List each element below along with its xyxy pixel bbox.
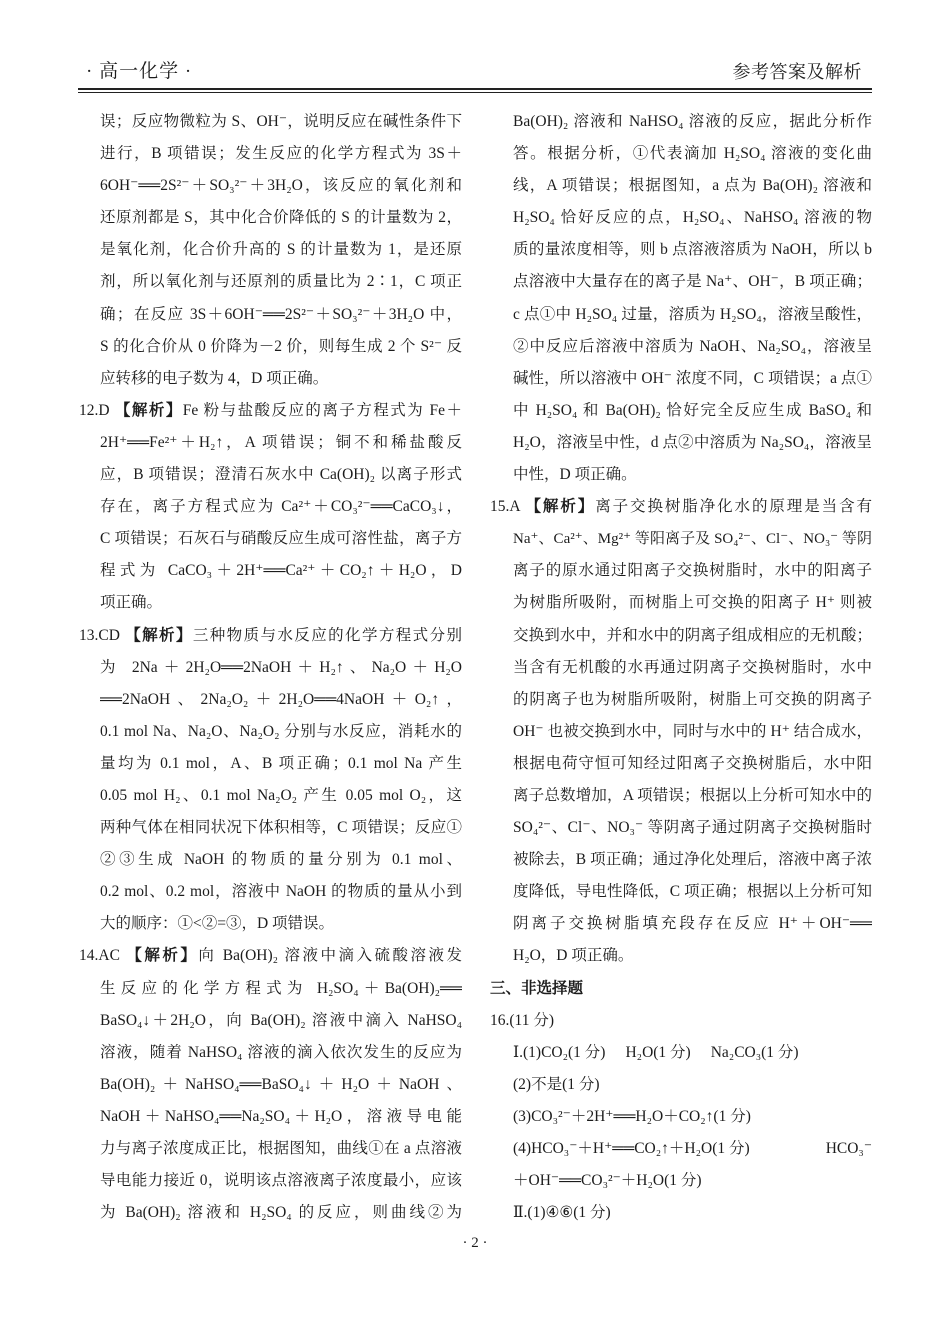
header-title: 参考答案及解析 — [732, 62, 862, 82]
analysis-tag: 【解析】 — [126, 947, 199, 965]
text-line: 是氧化剂，化合价升高的 S 的计量数为 1，是还原 — [100, 241, 462, 259]
text-line: 大的顺序：①<②=③，D 项错误。 — [100, 915, 335, 933]
text-line: 被除去，B 项正确；通过净化处理后，溶液中离子浓 — [513, 851, 872, 869]
text-line: 项正确。 — [100, 594, 163, 612]
header-rule-thin — [78, 92, 872, 93]
text-line: Ba(OH)₂＋NaHSO₄══BaSO₄↓＋H₂O＋NaOH、 — [100, 1075, 462, 1093]
text-line: Ba(OH)₂ 溶液和 NaHSO₄ 溶液的反应，据此分析作 — [513, 113, 872, 130]
text-line: 确；在反应 3S＋6OH⁻══2S²⁻＋SO₃²⁻＋3H₂O 中， — [100, 305, 462, 323]
text-line: 力与离子浓度成正比，根据图知，曲线①在 a 点溶液 — [100, 1140, 462, 1157]
text-line: S 的化合价从 0 价降为－2 价，则每生成 2 个 S²⁻ 反 — [100, 337, 462, 355]
answer-16 — [490, 1005, 872, 1230]
text-line: 度降低，导电性降低，C 项正确；根据以上分析可知 — [513, 883, 872, 901]
text-line: SO₄²⁻、Cl⁻、NO₃⁻ 等阴离子通过阴离子交换树脂时 — [513, 819, 872, 837]
text-line: 离子的原水通过阳离子交换树脂时，水中的阳离子 — [513, 562, 872, 580]
text-line: 碱性，所以溶液中 OH⁻ 浓度不同，C 项错误；a 点① — [513, 369, 872, 387]
text-line: ②中反应后溶液中溶质为 NaOH、Na₂SO₄，溶液呈 — [513, 337, 872, 355]
text-line: Na⁺、Ca²⁺、Mg²⁺ 等阳离子及 SO₄²⁻、Cl⁻、NO₃⁻ 等阴 — [513, 531, 872, 548]
text-line — [490, 491, 872, 523]
left-column — [79, 106, 462, 1229]
question-number: 12.D — [79, 401, 110, 419]
answer-part: H₂O(1 分) — [625, 1043, 691, 1061]
answer-12 — [79, 395, 462, 620]
text-line: 中 H₂SO₄ 和 Ba(OH)₂ 恰好完全反应生成 BaSO₄ 和 — [513, 401, 872, 419]
text-line: 质的量浓度相等，则 b 点溶液溶质为 NaOH，所以 b — [513, 241, 872, 259]
answer-13 — [79, 620, 462, 941]
answer-14 — [79, 940, 462, 1229]
text-run: Fe 粉与盐酸反应的离子方程式为 Fe＋ — [182, 401, 462, 419]
text-line: 0.05 mol H₂、0.1 mol Na₂O₂ 产生 0.05 mol O₂，这 — [100, 786, 462, 804]
answer-14-continuation — [513, 106, 872, 491]
text-line: 0.1 mol Na、Na₂O、Na₂O₂ 分别与水反应，消耗水的 — [100, 722, 462, 740]
header-subject: · 高一化学 · — [86, 61, 193, 82]
text-line: NaOH＋NaHSO₄══Na₂SO₄＋H₂O，溶液导电能 — [100, 1107, 462, 1125]
question-number: 15.A — [490, 498, 520, 516]
analysis-tag: 【解析】 — [525, 498, 596, 516]
text-line: H₂SO₄ 恰好反应的点，H₂SO₄、NaHSO₄ 溶液的物 — [513, 209, 872, 227]
question-number: 13.CD — [79, 626, 120, 644]
text-line: 存在，离子方程式应为 Ca²⁺＋CO₃²⁻══CaCO₃↓， — [100, 498, 462, 516]
text-line: H₂O，溶液呈中性，d 点②中溶质为 Na₂SO₄，溶液呈 — [513, 433, 872, 451]
question-number: 14.AC — [79, 947, 120, 965]
text-line: 6OH⁻══2S²⁻＋SO₃²⁻＋3H₂O，该反应的氧化剂和 — [100, 177, 462, 195]
answer-part: Ⅰ.(1)CO₂(1 分) — [513, 1043, 606, 1061]
text-line: 量均为 0.1 mol，A、B 项正确；0.1 mol Na 产生 — [100, 754, 462, 772]
text-line: 为 2Na＋2H₂O══2NaOH＋H₂↑、Na₂O＋H₂O — [100, 658, 462, 676]
question-number: 16.(11 分) — [490, 1011, 554, 1029]
answer-line — [513, 1037, 872, 1069]
text-line: 应，B 项错误；澄清石灰水中 Ca(OH)₂ 以离子形式 — [100, 466, 462, 484]
header-rule-thick — [78, 88, 872, 90]
text-line: 两种气体在相同状况下体积相等，C 项错误；反应① — [100, 819, 462, 837]
text-line: H₂O，D 项正确。 — [513, 947, 634, 965]
text-line: 当含有无机酸的水再通过阴离子交换树脂时，水中 — [513, 658, 872, 676]
answer-11-continuation — [100, 106, 462, 395]
answer-line: Ⅱ.(1)④⑥(1 分) — [513, 1204, 611, 1222]
text-line: 根据电荷守恒可知经过阳离子交换树脂后，水中阳 — [513, 754, 872, 772]
text-run: 离子交换树脂净化水的原理是当含有 — [595, 498, 872, 516]
answer-line: (2)不是(1 分) — [513, 1075, 600, 1093]
text-line: 应转移的电子数为 4，D 项正确。 — [100, 369, 329, 387]
text-line: 点溶液中大量存在的离子是 Na⁺、OH⁻，B 项正确； — [513, 273, 872, 291]
analysis-tag: 【解析】 — [114, 401, 183, 419]
text-line: 剂，所以氧化剂与还原剂的质量比为 2∶1，C 项正 — [100, 273, 462, 291]
text-line: 离子总数增加，A 项错误；根据以上分析可知水中的 — [513, 786, 872, 804]
right-column — [490, 106, 872, 1229]
text-line — [79, 940, 462, 972]
text-line: 还原剂都是 S，其中化合价降低的 S 的计量数为 2， — [100, 209, 462, 227]
text-line: c 点①中 H₂SO₄ 过量，溶质为 H₂SO₄，溶液呈酸性， — [513, 305, 872, 323]
section-title: 三、非选择题 — [490, 979, 584, 997]
answer-15 — [490, 491, 872, 972]
text-line: 中性，D 项正确。 — [513, 466, 637, 484]
text-line: 线，A 项错误；根据图知，a 点为 Ba(OH)₂ 溶液和 — [513, 177, 872, 195]
page-number: · 2 · — [462, 1235, 488, 1251]
text-line: 程式为 CaCO₃＋2H⁺══Ca²⁺＋CO₂↑＋H₂O，D — [100, 562, 462, 580]
text-line: C 项错误；石灰石与硝酸反应生成可溶性盐，离子方 — [100, 530, 462, 548]
text-line: BaSO₄↓＋2H₂O，向 Ba(OH)₂ 溶液中滴入 NaHSO₄ — [100, 1011, 462, 1029]
text-line: 生反应的化学方程式为 H₂SO₄＋Ba(OH)₂══ — [100, 979, 462, 997]
text-line: OH⁻ 也被交换到水中，同时与水中的 H⁺ 结合成水， — [513, 722, 872, 740]
text-line — [79, 620, 462, 652]
answer-part: Na₂CO₃(1 分) — [710, 1043, 799, 1061]
analysis-tag: 【解析】 — [125, 626, 193, 644]
answer-line — [513, 1133, 872, 1165]
text-line: 溶液，随着 NaHSO₄ 溶液的滴入依次发生的反应为 — [100, 1043, 462, 1061]
answer-line: ＋OH⁻══CO₃²⁻＋H₂O(1 分) — [513, 1172, 702, 1190]
text-line: 为 Ba(OH)₂ 溶液和 H₂SO₄ 的反应，则曲线②为 — [100, 1204, 462, 1222]
text-line: 2H⁺══Fe²⁺＋H₂↑，A 项错误；铜不和稀盐酸反 — [100, 433, 462, 451]
answer-part: (4)HCO₃⁻＋H⁺══CO₂↑＋H₂O(1 分) — [513, 1140, 750, 1157]
text-line: 误；反应物微粒为 S、OH⁻，说明反应在碱性条件下 — [100, 113, 462, 130]
text-line: 交换到水中，并和水中的阴离子组成相应的无机酸； — [513, 626, 872, 644]
text-line: ②③生成 NaOH 的物质的量分别为 0.1 mol、 — [100, 851, 462, 869]
text-run: 三种物质与水反应的化学方程式分别 — [192, 626, 462, 644]
text-line: 导电能力接近 0，说明该点溶液离子浓度最小，应该 — [100, 1172, 462, 1190]
text-line: 答。根据分析，①代表滴加 H₂SO₄ 溶液的变化曲 — [513, 145, 872, 163]
answer-line: (3)CO₃²⁻＋2H⁺══H₂O＋CO₂↑(1 分) — [513, 1107, 751, 1125]
answer-part: HCO₃⁻ — [825, 1140, 872, 1157]
text-line: 0.2 mol、0.2 mol，溶液中 NaOH 的物质的量从小到 — [100, 883, 462, 901]
text-line: 阴离子交换树脂填充段存在反应 H⁺＋OH⁻══ — [513, 915, 872, 933]
text-line: 进行，B 项错误；发生反应的化学方程式为 3S＋ — [100, 145, 462, 163]
text-line: ══2NaOH、2Na₂O₂＋2H₂O══4NaOH＋O₂↑， — [100, 690, 462, 708]
text-line: 为树脂所吸附，而树脂上可交换的阳离子 H⁺ 则被 — [513, 594, 872, 612]
text-line — [79, 395, 462, 427]
text-run: 向 Ba(OH)₂ 溶液中滴入硫酸溶液发 — [198, 947, 462, 965]
text-line: 的阴离子也为树脂所吸附，树脂上可交换的阴离子 — [513, 690, 872, 708]
